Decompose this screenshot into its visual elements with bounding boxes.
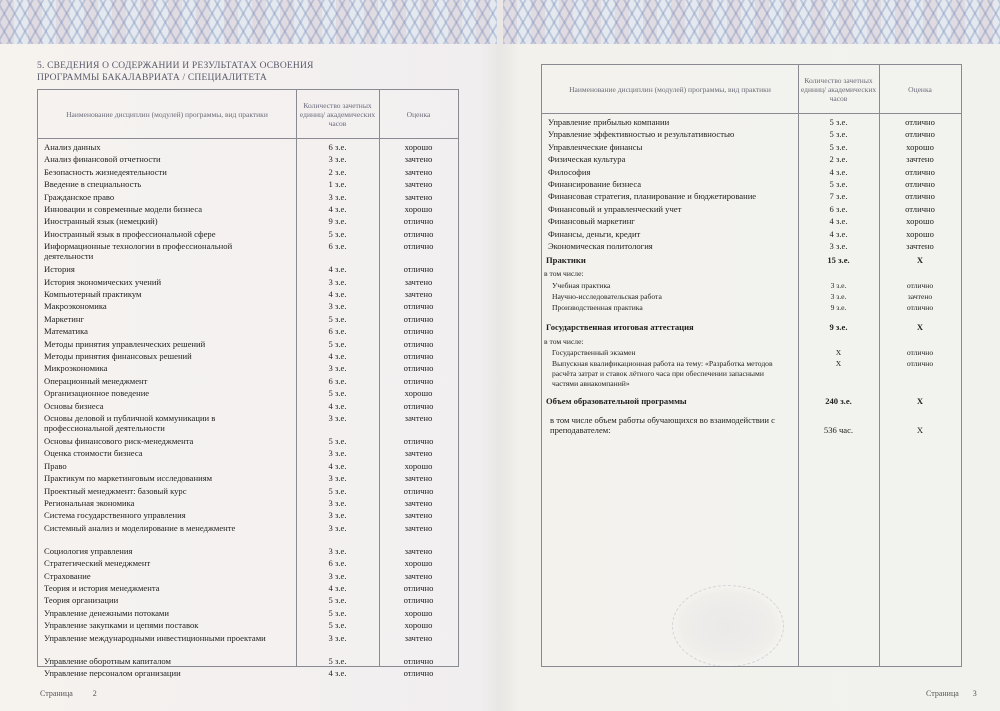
discipline-grade: зачтено <box>404 498 433 508</box>
discipline-units: 4 з.е. <box>328 400 347 411</box>
attestation-item-name: Государственный экзамен <box>552 348 636 357</box>
discipline-grade: отлично <box>905 203 935 214</box>
discipline-units: 4 з.е. <box>328 204 347 214</box>
discipline-units: 5 з.е. <box>328 338 347 349</box>
discipline-name: Анализ финансовой отчетности <box>44 154 161 165</box>
discipline-grade: отлично <box>403 436 434 446</box>
attestation-item-name: Выпускная квалификационная работа на тему: «Разработка методов расчёта затрат и ставок лётного часа при обеспечении запасными частями авиакомпаний» <box>552 359 773 388</box>
discipline-grade: зачтено <box>906 241 934 251</box>
table-row <box>44 192 454 204</box>
discipline-name: Иностранный язык в профессиональной сфере <box>44 228 216 239</box>
table-row <box>44 363 454 375</box>
discipline-units: 5 з.е. <box>328 228 347 239</box>
discipline-grade: отлично <box>403 301 434 312</box>
discipline-units: 5 з.е. <box>328 595 347 606</box>
discipline-units: 3 з.е. <box>328 545 347 556</box>
discipline-grade: зачтено <box>404 154 433 165</box>
page-number: 2 <box>92 689 97 698</box>
table-row <box>44 633 454 655</box>
discipline-grade: отлично <box>403 485 434 496</box>
discipline-units: 5 з.е. <box>829 129 848 140</box>
discipline-name: Финансовая стратегия, планирование и бюджетирование <box>548 191 757 202</box>
table-row <box>44 326 454 338</box>
discipline-name: Управленческие финансы <box>548 141 643 152</box>
table-row <box>548 142 957 154</box>
discipline-grade: зачтено <box>404 632 433 643</box>
discipline-units: 4 з.е. <box>328 460 347 471</box>
table-row <box>44 216 454 228</box>
discipline-units: 4 з.е. <box>328 351 347 361</box>
practice-grade: X <box>916 255 924 265</box>
discipline-grade: зачтено <box>404 191 433 202</box>
discipline-name: Философия <box>548 166 591 177</box>
discipline-grade: отлично <box>403 216 434 227</box>
practice-item-grade: отлично <box>906 281 934 290</box>
contact-hours-label: в том числе объем работы обучающихся во взаимодействии с преподавателем: <box>550 415 775 435</box>
contact-hours-row <box>550 415 957 439</box>
discipline-name: Математика <box>44 326 88 337</box>
table-row <box>548 117 957 129</box>
discipline-grade: отлично <box>403 583 434 593</box>
discipline-units: 4 з.е. <box>829 166 848 177</box>
discipline-units: 5 з.е. <box>328 485 347 496</box>
discipline-name: Управление денежными потоками <box>44 607 169 618</box>
discipline-name: Экономическая политология <box>548 241 653 251</box>
discipline-units: 3 з.е. <box>829 241 848 251</box>
table-row <box>44 571 454 583</box>
left-discipline-table <box>37 89 459 678</box>
security-pattern-band-left <box>0 0 497 44</box>
discipline-units: 3 з.е. <box>328 191 347 202</box>
discipline-grade: зачтено <box>404 166 433 177</box>
discipline-units: 3 з.е. <box>328 276 347 287</box>
table-row <box>548 229 957 241</box>
discipline-units: 4 з.е. <box>328 289 347 299</box>
table-row <box>44 510 454 522</box>
table-row <box>548 191 957 203</box>
discipline-grade: зачтено <box>404 289 433 299</box>
discipline-grade: зачтено <box>906 154 934 165</box>
discipline-name: Маркетинг <box>44 313 85 324</box>
table-row <box>44 608 454 620</box>
discipline-name: Основы финансового риск-менеджмента <box>44 436 194 446</box>
discipline-grade: хорошо <box>404 388 433 399</box>
practice-item-name: Научно-исследовательская работа <box>552 292 662 301</box>
attestation-units: 9 з.е. <box>829 322 848 332</box>
practice-item-name: Производственная практика <box>552 303 643 312</box>
discipline-name: Система государственного управления <box>44 510 186 521</box>
discipline-units: 3 з.е. <box>328 363 347 374</box>
discipline-name: Макроэкономика <box>44 301 107 312</box>
header-name: Наименование дисциплин (модулей) программы, вид практики <box>569 84 771 94</box>
discipline-units: 6 з.е. <box>328 142 347 152</box>
discipline-grade: отлично <box>403 313 434 324</box>
discipline-grade: зачтено <box>404 510 433 521</box>
table-row <box>44 473 454 485</box>
program-total-title: Объем образовательной программы <box>546 396 687 406</box>
discipline-name: Методы принятия финансовых решений <box>44 351 192 361</box>
table-row <box>44 436 454 448</box>
discipline-units: 5 з.е. <box>829 141 848 152</box>
table-row <box>548 241 957 253</box>
discipline-grade: отлично <box>403 595 434 606</box>
table-row <box>548 204 957 216</box>
discipline-name: Управление закупками и цепями поставок <box>44 620 199 631</box>
discipline-name: Компьютерный практикум <box>44 289 142 299</box>
table-row <box>44 142 454 154</box>
official-seal-stamp <box>672 585 784 667</box>
discipline-grade: отлично <box>403 326 434 337</box>
discipline-grade: отлично <box>905 166 935 177</box>
discipline-units: 3 з.е. <box>328 498 347 508</box>
discipline-name: Стратегический менеджмент <box>44 558 151 569</box>
header-grade: Оценка <box>908 84 932 94</box>
contact-hours-grade: X <box>916 425 924 435</box>
table-row <box>44 656 454 668</box>
attestation-item-grade: отлично <box>906 348 934 357</box>
discipline-name: Страхование <box>44 570 91 581</box>
discipline-units: 5 з.е. <box>328 607 347 618</box>
discipline-grade: отлично <box>905 129 935 140</box>
discipline-units: 2 з.е. <box>829 154 848 165</box>
table-row <box>44 546 454 558</box>
table-row <box>44 229 454 241</box>
discipline-grade: хорошо <box>404 142 433 152</box>
discipline-name: Социология управления <box>44 545 133 556</box>
discipline-units: 9 з.е. <box>328 216 347 227</box>
table-row <box>44 339 454 351</box>
practice-item-units: 3 з.е. <box>830 281 847 290</box>
discipline-units: 6 з.е. <box>328 326 347 337</box>
table-row <box>44 154 454 166</box>
table-row <box>44 583 454 595</box>
discipline-name: Системный анализ и моделирование в менеджменте <box>44 522 236 533</box>
discipline-name: Гражданское право <box>44 191 115 202</box>
discipline-units: 3 з.е. <box>328 301 347 312</box>
discipline-grade: зачтено <box>404 473 433 484</box>
header-units: Количество зачетных единиц/ академических часов <box>800 75 877 103</box>
discipline-name: Введение в специальность <box>44 179 142 190</box>
table-row <box>44 241 454 263</box>
discipline-grade: отлично <box>403 400 434 411</box>
discipline-grade: отлично <box>905 191 935 202</box>
discipline-units: 4 з.е. <box>328 583 347 593</box>
discipline-grade: зачтено <box>404 570 433 581</box>
table-row <box>548 129 957 141</box>
discipline-grade: зачтено <box>404 413 433 423</box>
discipline-units: 4 з.е. <box>328 668 347 678</box>
discipline-grade: хорошо <box>906 228 934 239</box>
discipline-name: История <box>44 264 75 275</box>
discipline-grade: хорошо <box>906 141 934 152</box>
discipline-name: Практикум по маркетинговым исследованиям <box>44 473 213 484</box>
discipline-grade: хорошо <box>404 558 433 569</box>
discipline-name: Анализ данных <box>44 142 101 152</box>
discipline-grade: зачтено <box>404 179 433 190</box>
discipline-units: 5 з.е. <box>328 436 347 446</box>
discipline-units: 3 з.е. <box>328 413 347 423</box>
discipline-units: 4 з.е. <box>829 228 848 239</box>
discipline-name: Микроэкономика <box>44 363 108 374</box>
discipline-units: 4 з.е. <box>829 216 848 227</box>
right-table-header <box>542 65 961 114</box>
practice-item-units: 9 з.е. <box>830 303 847 312</box>
discipline-name: Региональная экономика <box>44 498 135 508</box>
discipline-units: 3 з.е. <box>328 510 347 521</box>
discipline-units: 3 з.е. <box>328 632 347 643</box>
discipline-units: 6 з.е. <box>328 241 347 252</box>
table-row <box>44 179 454 191</box>
discipline-units: 6 з.е. <box>829 203 848 214</box>
practice-units: 15 з.е. <box>827 255 850 265</box>
discipline-units: 5 з.е. <box>829 117 848 127</box>
program-total-grade: X <box>916 396 924 406</box>
table-row <box>44 595 454 607</box>
table-row <box>44 314 454 326</box>
discipline-units: 5 з.е. <box>829 179 848 189</box>
discipline-grade: отлично <box>403 375 434 386</box>
discipline-name: Физическая культура <box>548 154 626 165</box>
table-row <box>548 167 957 179</box>
table-row <box>548 179 957 191</box>
footer-left <box>40 689 97 698</box>
discipline-units: 3 з.е. <box>328 448 347 459</box>
discipline-name: Право <box>44 460 67 471</box>
table-row <box>548 154 957 166</box>
footer-right <box>926 689 977 698</box>
discipline-grade: хорошо <box>404 204 433 214</box>
practice-item-name: Учебная практика <box>552 281 611 290</box>
table-row <box>44 461 454 473</box>
table-row <box>44 486 454 498</box>
section-title: 5. СВЕДЕНИЯ О СОДЕРЖАНИИ И РЕЗУЛЬТАТАХ ОСВОЕНИЯ ПРОГРАММЫ БАКАЛАВРИАТА / СПЕЦИАЛИТЕТА <box>37 61 314 83</box>
discipline-grade: отлично <box>403 241 434 252</box>
discipline-grade: отлично <box>403 338 434 349</box>
page-label: Страница <box>926 689 959 698</box>
discipline-grade: отлично <box>905 179 935 189</box>
discipline-grade: отлично <box>403 655 434 666</box>
table-row <box>44 351 454 363</box>
table-row <box>44 277 454 289</box>
discipline-grade: отлично <box>403 351 434 361</box>
program-total-units: 240 з.е. <box>825 396 852 406</box>
discipline-units: 3 з.е. <box>328 522 347 533</box>
discipline-grade: отлично <box>905 117 935 127</box>
discipline-name: Операционный менеджмент <box>44 375 148 386</box>
table-row <box>44 558 454 570</box>
discipline-units: 2 з.е. <box>328 166 347 177</box>
discipline-units: 6 з.е. <box>328 558 347 569</box>
table-row <box>44 388 454 400</box>
header-grade: Оценка <box>406 109 431 119</box>
discipline-grade: зачтено <box>404 522 433 533</box>
discipline-name: Теория и история менеджмента <box>44 583 160 593</box>
attestation-item-row <box>552 359 957 391</box>
table-row <box>44 264 454 276</box>
discipline-units: 5 з.е. <box>328 655 347 666</box>
contact-hours-value: 536 час. <box>823 425 854 435</box>
discipline-grade: отлично <box>403 668 434 678</box>
practice-including-label: в том числе: <box>544 269 584 278</box>
left-table-header <box>38 90 458 139</box>
table-row <box>44 289 454 301</box>
discipline-name: Безопасность жизнедеятельности <box>44 166 167 177</box>
table-row <box>44 448 454 460</box>
discipline-name: Управление оборотным капиталом <box>44 655 171 666</box>
discipline-units: 3 з.е. <box>328 570 347 581</box>
discipline-name: Управление прибылью компании <box>548 117 670 127</box>
attestation-title: Государственная итоговая аттестация <box>546 322 694 332</box>
discipline-name: Управление международными инвестиционными проектами <box>44 632 266 643</box>
discipline-units: 3 з.е. <box>328 473 347 484</box>
header-units: Количество зачетных единиц/ академических часов <box>299 100 376 128</box>
table-row <box>44 204 454 216</box>
discipline-name: Финансирование бизнеса <box>548 179 642 189</box>
practice-title: Практики <box>546 255 586 265</box>
practice-item-grade: зачтено <box>907 292 933 301</box>
practice-item-grade: отлично <box>906 303 934 312</box>
table-row <box>44 413 454 435</box>
discipline-grade: хорошо <box>906 216 934 227</box>
discipline-units: 1 з.е. <box>328 179 347 190</box>
table-row <box>44 620 454 632</box>
table-row <box>548 216 957 228</box>
discipline-name: История экономических учений <box>44 276 162 287</box>
discipline-name: Финансовый маркетинг <box>548 216 635 227</box>
discipline-name: Оценка стоимости бизнеса <box>44 448 143 459</box>
discipline-units: 6 з.е. <box>328 375 347 386</box>
discipline-name: Управление эффективностью и результативностью <box>548 129 735 140</box>
discipline-name: Инновации и современные модели бизнеса <box>44 204 203 214</box>
discipline-name: Проектный менеджмент: базовый курс <box>44 485 187 496</box>
discipline-name: Управление персоналом организации <box>44 668 181 678</box>
table-row <box>44 301 454 313</box>
practice-item-units: 3 з.е. <box>830 292 847 301</box>
discipline-name: Теория организации <box>44 595 119 606</box>
discipline-name: Финансовый и управленческий учет <box>548 203 682 214</box>
discipline-units: 4 з.е. <box>328 264 347 275</box>
security-pattern-band-right <box>503 0 1000 44</box>
discipline-name: Методы принятия управленческих решений <box>44 338 206 349</box>
header-name: Наименование дисциплин (модулей) программы, вид практики <box>66 109 268 119</box>
discipline-grade: зачтено <box>404 545 433 556</box>
discipline-grade: отлично <box>403 264 434 275</box>
discipline-grade: зачтено <box>404 448 433 459</box>
attestation-item-units: X <box>835 348 842 357</box>
discipline-name: Организационное поведение <box>44 388 150 399</box>
discipline-grade: отлично <box>403 228 434 239</box>
discipline-grade: хорошо <box>404 620 433 631</box>
discipline-name: Информационные технологии в профессиональной деятельности <box>44 241 233 262</box>
discipline-grade: хорошо <box>404 607 433 618</box>
attestation-including-label: в том числе: <box>544 337 584 346</box>
discipline-grade: отлично <box>403 363 434 374</box>
table-row <box>44 376 454 388</box>
discipline-name: Основы бизнеса <box>44 400 104 411</box>
page-label: Страница <box>40 689 73 698</box>
table-row <box>44 498 454 510</box>
discipline-name: Финансы, деньги, кредит <box>548 228 641 239</box>
discipline-units: 5 з.е. <box>328 388 347 399</box>
discipline-units: 5 з.е. <box>328 313 347 324</box>
table-row <box>44 167 454 179</box>
attestation-grade: X <box>916 322 924 332</box>
discipline-name: Иностранный язык (немецкий) <box>44 216 158 227</box>
discipline-name: Основы деловой и публичной коммуникации в профессиональной деятельности <box>44 413 216 433</box>
discipline-units: 7 з.е. <box>829 191 848 202</box>
attestation-item-units: X <box>835 359 842 368</box>
discipline-units: 3 з.е. <box>328 154 347 165</box>
attestation-item-grade: отлично <box>906 359 934 368</box>
table-row <box>44 668 454 680</box>
right-discipline-table <box>541 64 962 667</box>
discipline-units: 5 з.е. <box>328 620 347 631</box>
table-row <box>44 401 454 413</box>
discipline-grade: зачтено <box>404 276 433 287</box>
discipline-grade: хорошо <box>404 460 433 471</box>
page-number: 3 <box>972 689 977 698</box>
table-row <box>44 523 454 545</box>
